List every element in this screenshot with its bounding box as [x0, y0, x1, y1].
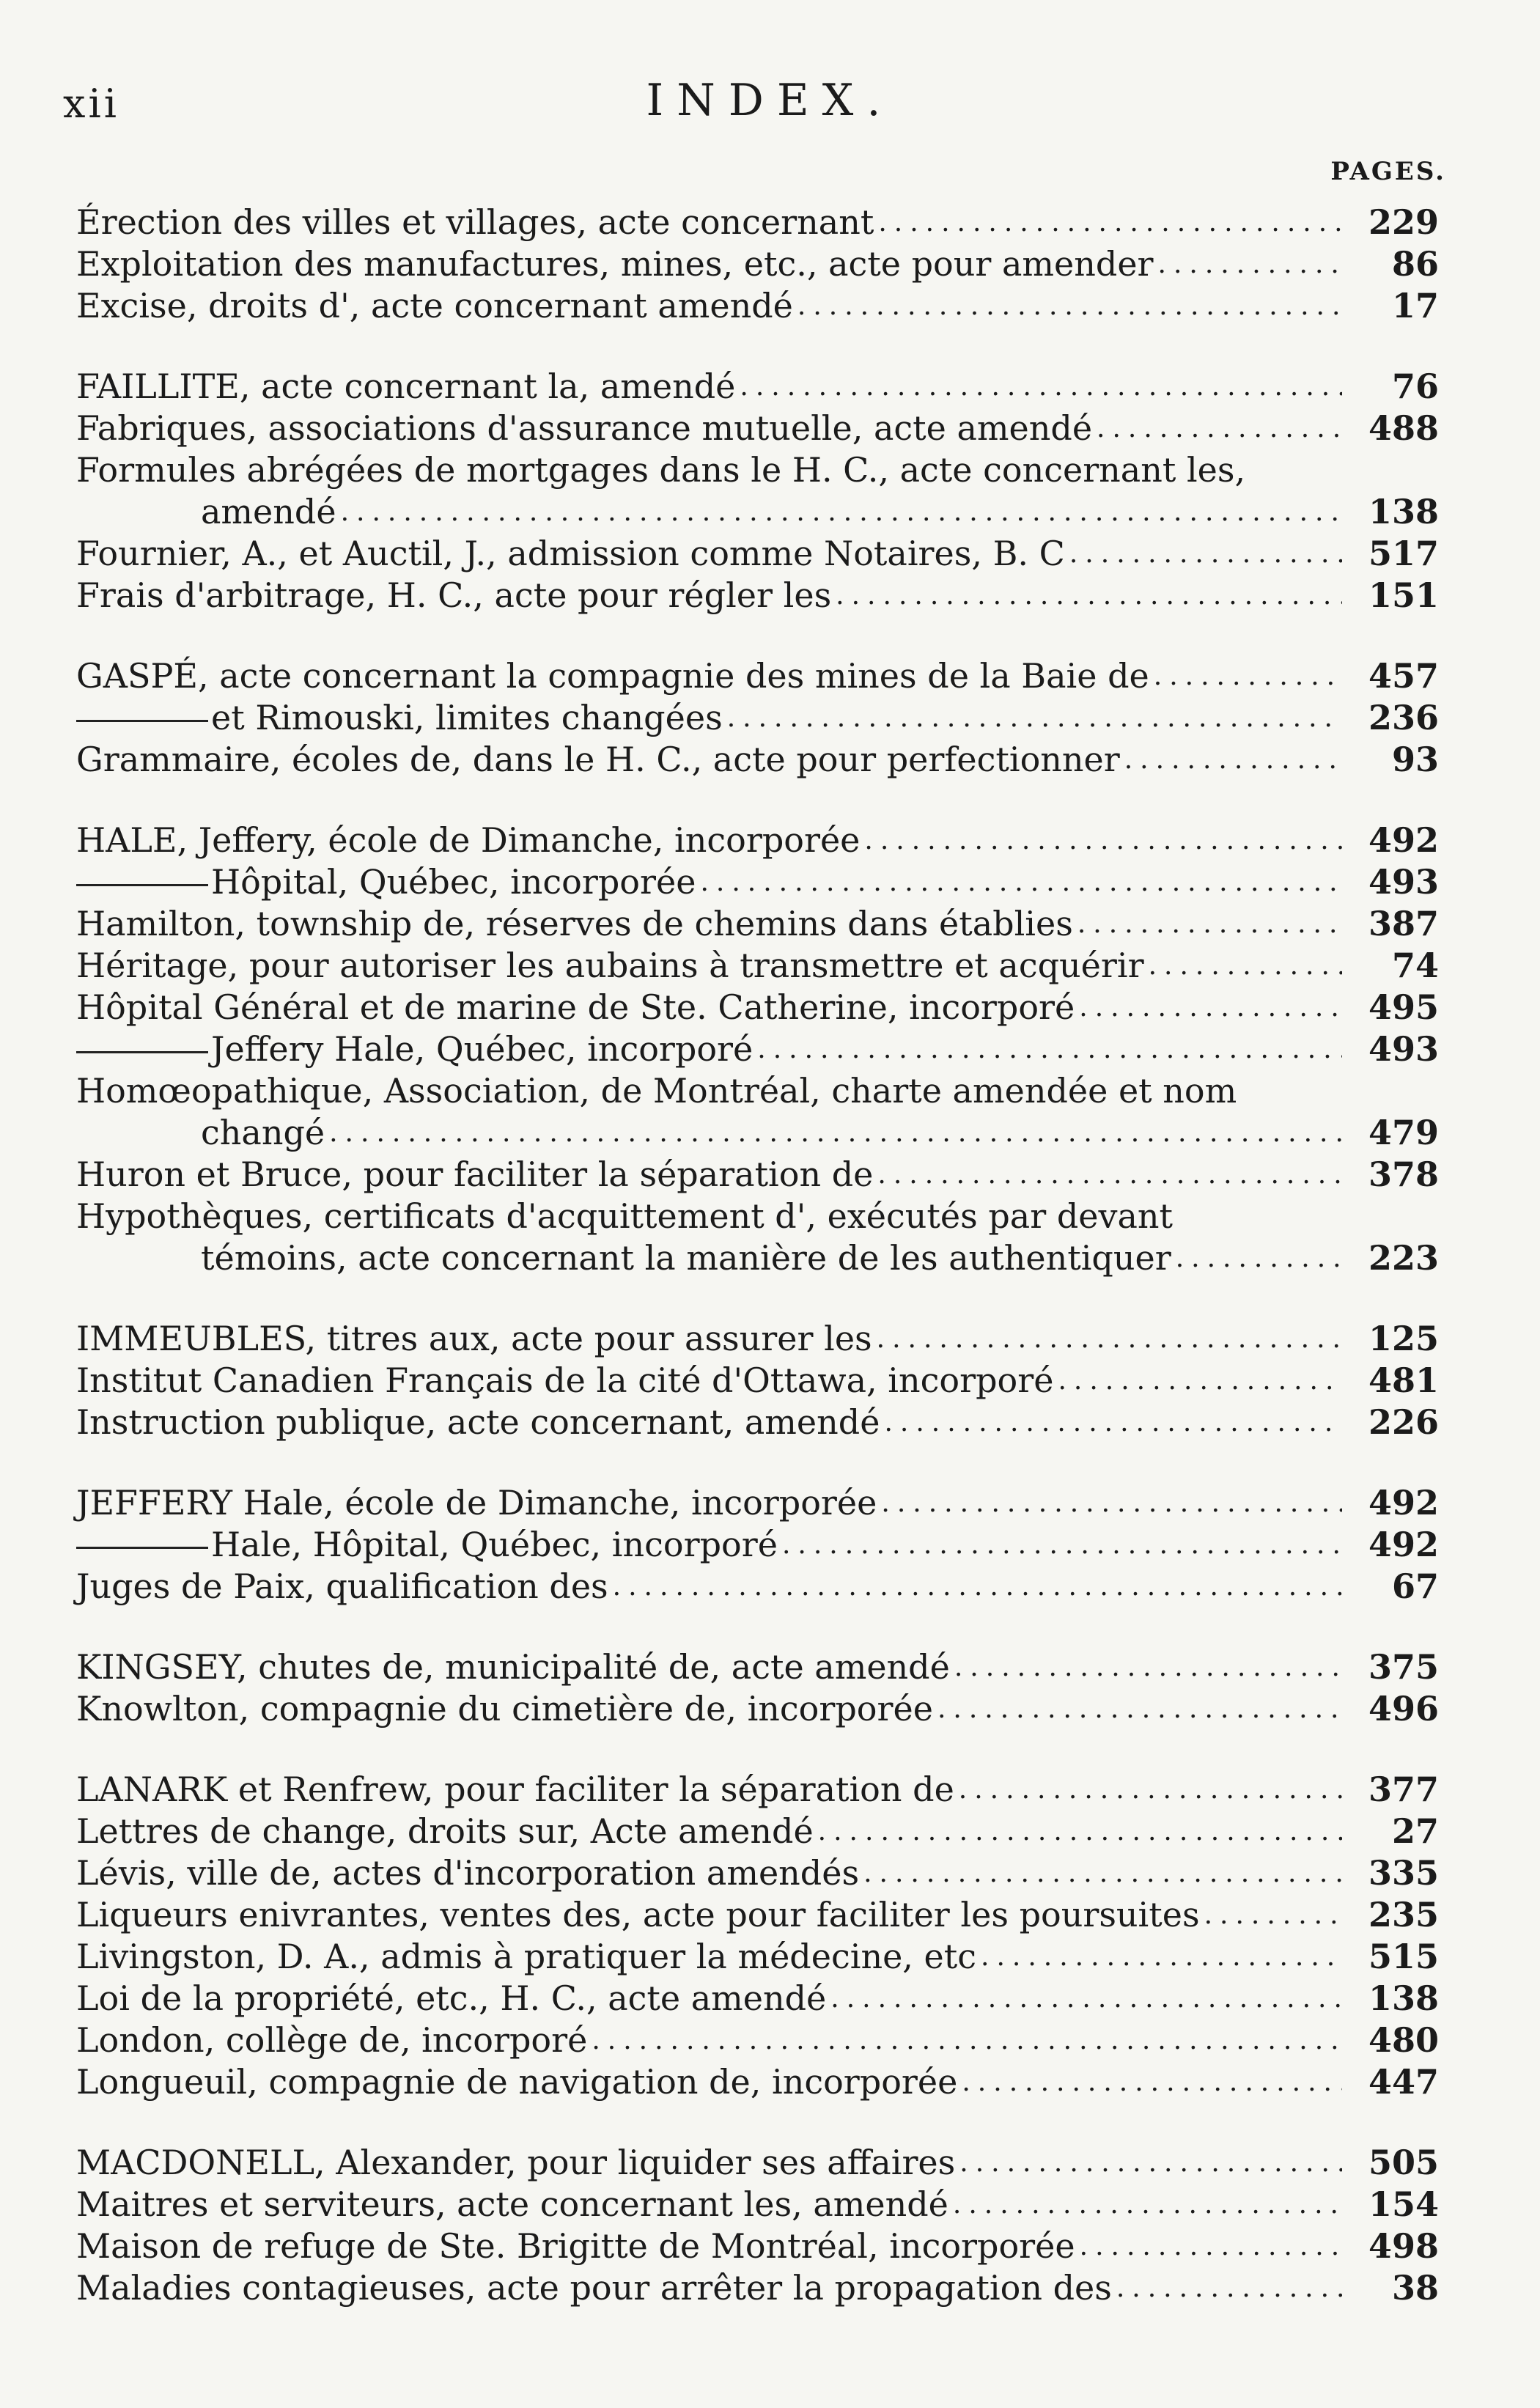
- dot-leader: [954, 1646, 1342, 1688]
- index-entry: [76, 1028, 1439, 1070]
- dot-leader: [1079, 987, 1342, 1028]
- index-entry-page: 154: [1368, 2184, 1439, 2224]
- index-entry-page: 515: [1368, 1937, 1439, 1976]
- index-entry-text: et Rimouski, limites changées: [76, 697, 723, 739]
- index-group: [76, 1482, 1439, 1608]
- index-entry-page: 138: [1368, 1978, 1439, 2018]
- index-entry-page: 226: [1368, 1402, 1439, 1442]
- dot-leader: [962, 2061, 1342, 2103]
- dot-leader: [878, 202, 1342, 243]
- index-entry-text: GASPÉ, acte concernant la compagnie des mines de la Baie de: [76, 656, 1149, 696]
- dot-leader: [592, 2019, 1342, 2061]
- dot-leader: [877, 1154, 1342, 1196]
- index-entry-text: Institut Canadien Français de la cité d'Ottawa, incorporé: [76, 1361, 1054, 1400]
- index-entry: [76, 1936, 1439, 1978]
- index-entry-text: Hôpital Général et de marine de Ste. Catherine, incorporé: [76, 987, 1075, 1027]
- index-entry-page: 493: [1368, 862, 1439, 902]
- index-entry-text: JEFFERY Hale, école de Dimanche, incorporée: [76, 1483, 877, 1523]
- index-entry-page: 481: [1368, 1361, 1439, 1400]
- index-entry-page: 138: [1368, 492, 1439, 531]
- index-entry-text: Huron et Bruce, pour faciliter la séparation de: [76, 1155, 874, 1194]
- index-entry: [76, 1852, 1439, 1894]
- index-entry-page: 457: [1368, 656, 1439, 696]
- index-entry-text: Longueuil, compagnie de navigation de, incorporée: [76, 2062, 958, 2102]
- dot-leader: [884, 1402, 1342, 1443]
- index-entry-text: Lévis, ville de, actes d'incorporation amendés: [76, 1853, 860, 1893]
- dot-leader: [1116, 2267, 1342, 2309]
- index-entry-page: 480: [1368, 2020, 1439, 2060]
- dot-leader: [1176, 1237, 1342, 1279]
- index-entry-page: 488: [1368, 408, 1439, 448]
- index-entry-page: 496: [1368, 1689, 1439, 1728]
- dot-leader: [836, 575, 1342, 616]
- index-entry-text: KINGSEY, chutes de, municipalité de, acte amendé: [76, 1647, 950, 1687]
- dot-leader: [981, 1936, 1342, 1978]
- dot-leader: [341, 491, 1342, 533]
- index-entry-text: Livingston, D. A., admis à pratiquer la médecine, etc: [76, 1937, 977, 1976]
- index-entry: [76, 2019, 1439, 2061]
- index-entry-page: 492: [1368, 1483, 1439, 1523]
- index-entry-page: 86: [1391, 244, 1439, 284]
- dot-leader: [1149, 945, 1342, 987]
- index-entry: [76, 1566, 1439, 1608]
- index-entry: [76, 945, 1439, 987]
- index-entry-page: 38: [1391, 2268, 1439, 2308]
- dot-leader: [1154, 655, 1342, 697]
- index-entry: [76, 2267, 1439, 2309]
- index-entry-page: 377: [1368, 1770, 1439, 1809]
- index-entry-text: Formules abrégées de mortgages dans le H. C., acte concernant les,: [76, 450, 1246, 490]
- index-entry-text: Hypothèques, certificats d'acquittement d', exécutés par devant: [76, 1196, 1174, 1236]
- index-entry-page: 125: [1368, 1319, 1439, 1358]
- index-entry: [76, 366, 1439, 408]
- index-entry-page: 223: [1368, 1238, 1439, 1278]
- index-entry-page: 236: [1368, 698, 1439, 737]
- index-entry-text: Héritage, pour autoriser les aubains à transmettre et acquérir: [76, 946, 1144, 985]
- dot-leader: [959, 2142, 1342, 2184]
- index-entry: [76, 491, 1439, 533]
- index-entry-page: 498: [1368, 2226, 1439, 2266]
- index-entry-page: 229: [1368, 202, 1439, 242]
- dot-leader: [881, 1482, 1342, 1524]
- index-entry-page: 492: [1368, 1525, 1439, 1564]
- index-entry-text: Excise, droits d', acte concernant amendé: [76, 286, 793, 325]
- index-entry: [76, 861, 1439, 903]
- index-entry: [76, 739, 1439, 781]
- index-entry-text: Lettres de change, droits sur, Acte amendé: [76, 1811, 814, 1851]
- index-entry-text: Hamilton, township de, réserves de chemins dans établies: [76, 904, 1073, 943]
- index-group: [76, 1769, 1439, 2103]
- index-entry: [76, 2225, 1439, 2267]
- index-entry: [76, 1112, 1439, 1154]
- dot-leader: [1124, 739, 1342, 781]
- index-entry: [76, 243, 1439, 285]
- index-entry: [76, 575, 1439, 616]
- index-entry: [76, 820, 1439, 861]
- index-entry: [76, 1646, 1439, 1688]
- index-entry: [76, 408, 1439, 449]
- index-entries: [76, 202, 1439, 2348]
- index-entry-page: 335: [1368, 1853, 1439, 1893]
- index-entry-text: IMMEUBLES, titres aux, acte pour assurer les: [76, 1319, 872, 1358]
- index-entry: [76, 987, 1439, 1028]
- index-group: [76, 1318, 1439, 1443]
- index-entry-page: 387: [1368, 904, 1439, 943]
- index-entry-page: 93: [1391, 740, 1439, 779]
- index-group: [76, 202, 1439, 327]
- index-entry-text: amendé: [201, 492, 336, 531]
- dot-leader: [937, 1688, 1342, 1730]
- dot-leader: [757, 1028, 1342, 1070]
- index-entry: [76, 1894, 1439, 1936]
- index-entry-page: 17: [1391, 286, 1439, 325]
- dot-leader: [830, 1978, 1342, 2019]
- index-entry-text: changé: [201, 1113, 325, 1152]
- index-entry-page: 235: [1368, 1895, 1439, 1934]
- index-entry-text: Maladies contagieuses, acte pour arrêter la propagation des: [76, 2268, 1112, 2308]
- index-entry: [76, 1154, 1439, 1196]
- index-group: [76, 1646, 1439, 1730]
- index-entry-text: LANARK et Renfrew, pour faciliter la séparation de: [76, 1770, 954, 1809]
- dot-leader: [700, 861, 1342, 903]
- index-entry: [76, 1769, 1439, 1811]
- index-entry-page: 447: [1368, 2062, 1439, 2102]
- index-entry: [76, 2061, 1439, 2103]
- dot-leader: [864, 820, 1342, 861]
- index-entry: [76, 903, 1439, 945]
- index-entry-page: 492: [1368, 820, 1439, 860]
- dot-leader: [877, 1318, 1342, 1360]
- dot-leader: [1058, 1360, 1342, 1402]
- index-entry: [76, 1811, 1439, 1852]
- index-entry-text: Grammaire, écoles de, dans le H. C., acte pour perfectionner: [76, 740, 1120, 779]
- index-entry: [76, 2184, 1439, 2225]
- index-entry: [76, 1688, 1439, 1730]
- index-group: [76, 820, 1439, 1279]
- index-entry-page: 495: [1368, 987, 1439, 1027]
- index-entry: [76, 1402, 1439, 1443]
- page-number: xii: [63, 81, 119, 127]
- index-entry-text: Fabriques, associations d'assurance mutuelle, acte amendé: [76, 408, 1093, 448]
- index-entry-page: 378: [1368, 1155, 1439, 1194]
- index-group: [76, 2142, 1439, 2309]
- index-entry-text: Loi de la propriété, etc., H. C., acte amendé: [76, 1978, 827, 2018]
- index-entry-page: 74: [1391, 946, 1439, 985]
- index-entry-text: Knowlton, compagnie du cimetière de, incorporée: [76, 1689, 933, 1728]
- index-group: [76, 366, 1439, 616]
- index-entry: [76, 1524, 1439, 1566]
- index-entry-text: Érection des villes et villages, acte concernant: [76, 202, 874, 242]
- dot-leader: [782, 1524, 1342, 1566]
- index-entry-text: témoins, acte concernant la manière de les authentiquer: [201, 1238, 1171, 1278]
- index-entry-page: 505: [1368, 2143, 1439, 2182]
- dot-leader: [740, 366, 1342, 408]
- page-title: INDEX.: [646, 75, 894, 126]
- index-group: [76, 655, 1439, 781]
- dot-leader: [818, 1811, 1342, 1852]
- index-entry: [76, 1237, 1439, 1279]
- dot-leader: [727, 697, 1342, 739]
- index-entry-page: 375: [1368, 1647, 1439, 1687]
- index-entry-page: 479: [1368, 1113, 1439, 1152]
- index-entry: [76, 202, 1439, 243]
- index-entry-text: Maison de refuge de Ste. Brigitte de Montréal, incorporée: [76, 2226, 1075, 2266]
- index-entry-text: Jeffery Hale, Québec, incorporé: [76, 1028, 753, 1070]
- index-entry-page: 493: [1368, 1029, 1439, 1069]
- index-entry-text: Homœopathique, Association, de Montréal, charte amendée et nom: [76, 1071, 1237, 1111]
- dot-leader: [959, 1769, 1342, 1811]
- index-entry-text: MACDONELL, Alexander, pour liquider ses affaires: [76, 2143, 956, 2182]
- index-entry-text: Fournier, A., et Auctil, J., admission comme Notaires, B. C: [76, 534, 1065, 573]
- pages-column-label: PAGES.: [1330, 157, 1446, 186]
- dot-leader: [329, 1112, 1342, 1154]
- index-entry-page: 76: [1391, 367, 1439, 406]
- index-entry-page: 67: [1391, 1566, 1439, 1606]
- dot-leader: [1069, 533, 1342, 575]
- index-entry-text: Hôpital, Québec, incorporée: [76, 861, 696, 903]
- index-entry-text: Maitres et serviteurs, acte concernant les, amendé: [76, 2184, 948, 2224]
- page-header: [0, 67, 1540, 133]
- dot-leader: [1077, 903, 1342, 945]
- index-entry-page: 27: [1391, 1811, 1439, 1851]
- index-entry-text: London, collège de, incorporé: [76, 2020, 588, 2060]
- index-entry: [76, 2142, 1439, 2184]
- dot-leader: [613, 1566, 1342, 1608]
- dot-leader: [1097, 408, 1342, 449]
- dot-leader: [863, 1852, 1342, 1894]
- index-entry-text: FAILLITE, acte concernant la, amendé: [76, 367, 736, 406]
- index-entry: [76, 1360, 1439, 1402]
- dot-leader: [1204, 1894, 1342, 1936]
- dot-leader: [797, 285, 1342, 327]
- index-entry: [76, 697, 1439, 739]
- dot-leader: [1080, 2225, 1342, 2267]
- index-entry-page: 517: [1368, 534, 1439, 573]
- index-entry-text: Instruction publique, acte concernant, amendé: [76, 1402, 880, 1442]
- index-entry-text: Juges de Paix, qualification des: [76, 1566, 608, 1606]
- dot-leader: [1158, 243, 1342, 285]
- dot-leader: [953, 2184, 1342, 2225]
- index-entry-text: Hale, Hôpital, Québec, incorporé: [76, 1524, 778, 1566]
- index-entry-text: Frais d'arbitrage, H. C., acte pour régler les: [76, 575, 832, 615]
- index-entry: [76, 1482, 1439, 1524]
- index-entry: [76, 1978, 1439, 2019]
- index-entry: [76, 285, 1439, 327]
- index-entry: [76, 655, 1439, 697]
- index-entry-text: Exploitation des manufactures, mines, etc., acte pour amender: [76, 244, 1154, 284]
- index-entry: [76, 1318, 1439, 1360]
- index-entry-text: Liqueurs enivrantes, ventes des, acte pour faciliter les poursuites: [76, 1895, 1200, 1934]
- index-entry: [76, 533, 1439, 575]
- index-entry-page: 151: [1368, 575, 1439, 615]
- index-entry-text: HALE, Jeffery, école de Dimanche, incorporée: [76, 820, 861, 860]
